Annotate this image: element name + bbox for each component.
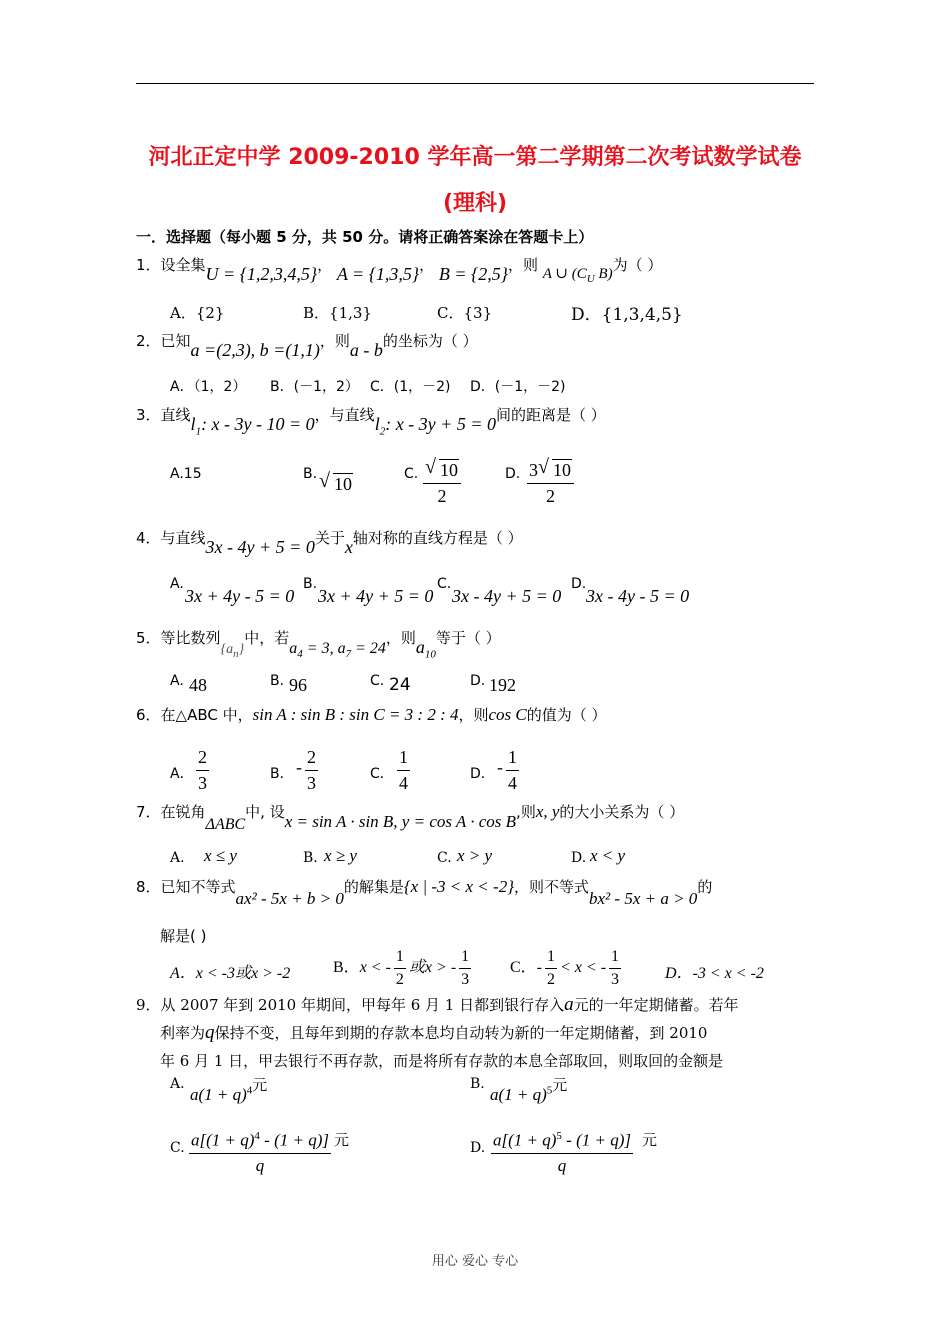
q2-stem-a: 2．已知 — [136, 332, 191, 350]
question-3-stem — [136, 404, 606, 438]
q4-option-a: 3x + 4y - 5 = 0 — [185, 586, 295, 606]
q6-stem-b: ，则 — [458, 706, 489, 724]
q5-stem-a: 5．等比数列 — [136, 629, 221, 647]
q1-set-b: B = {2,5} — [438, 264, 508, 284]
q1-option-b: B．{1,3} — [303, 304, 372, 322]
q2-expr: a - b — [349, 340, 383, 360]
q7-xy: x, y — [535, 802, 560, 821]
q7-stem-b: 中, 设 — [245, 803, 285, 821]
q1-set-u: U = {1,2,3,4,5} — [205, 264, 318, 284]
q3-option-d: 3 √ 10 2 — [524, 460, 577, 507]
q9-label-b: B. — [470, 1076, 485, 1092]
q5-answer-blank: 等于（ ） — [435, 629, 501, 647]
q2-vectors: a =(2,3), b =(1,1) — [190, 340, 320, 360]
page-title: 河北正定中学 2009-2010 学年高一第二学期第二次考试数学试卷 — [148, 145, 802, 170]
q3-option-c: √ 10 2 — [420, 460, 464, 507]
q8-option-d: D．-3 < x < -2 — [665, 965, 764, 982]
q7-label-a: A. — [170, 850, 185, 866]
q9-a: a — [564, 994, 574, 1015]
q7-definition: x = sin A · sin B, y = cos A · cos B — [284, 812, 517, 831]
q8-stem-a: 8．已知不等式 — [136, 878, 236, 896]
q5-option-c: 24 — [389, 675, 411, 695]
q1-sep: ， — [317, 256, 333, 274]
q8-option-c: C．- $\frac{1}{2}$ < x < - $\frac{1}{3}$ — [510, 948, 620, 988]
q8-option-a: A．x < -3或x > -2 — [170, 965, 291, 982]
question-4-stem — [136, 527, 523, 557]
q7-option-d: x < y — [590, 846, 626, 865]
q1-expr: A ∪ ($C_U$ B) — [542, 266, 613, 285]
q7-label-c: C. — [437, 850, 452, 866]
q4-label-b: B. — [303, 576, 318, 592]
q1-stem-a: 1．设全集 — [136, 256, 206, 274]
q3-line1: $l_1$: x - 3y - 10 = 0 — [190, 414, 315, 438]
q6-option-b: - $\frac{2}{3}$ — [296, 747, 316, 793]
q6-label-b: B． — [270, 766, 294, 782]
q6-ratio: sin A : sin B : sin C = 3 : 2 : 4 — [252, 705, 459, 724]
header-rule — [136, 83, 814, 84]
page-subtitle: (理科) — [442, 191, 508, 216]
q4-x: x — [344, 537, 353, 557]
q6-label-c: C． — [370, 766, 394, 782]
q7-label-d: D. — [571, 850, 587, 866]
q2-option-d: D．(－1，－2) — [470, 379, 566, 395]
q4-equation: 3x - 4y + 5 = 0 — [205, 537, 315, 557]
q7-stem-a: 7．在锐角 — [136, 803, 206, 821]
q6-label-d: D． — [470, 766, 495, 782]
q3-option-d-label: D. — [505, 466, 521, 482]
q6-option-c: $\frac{1}{4}$ — [399, 747, 408, 793]
q8-inequality-2: bx² - 5x + a > 0 — [589, 889, 698, 908]
q4-stem-c: 轴对称的直线方程是（ ） — [352, 529, 523, 547]
q3-stem-b: ，与直线 — [314, 406, 375, 424]
q1-option-c: C．{3} — [437, 304, 493, 322]
q1-then: ，则 — [507, 256, 538, 274]
q5-option-b: 96 — [289, 675, 307, 695]
q6-option-d: - $\frac{1}{4}$ — [497, 747, 517, 793]
question-2-stem — [136, 330, 478, 360]
q2-option-b: B．(－1，2） — [270, 379, 359, 395]
q7-option-a: x ≤ y — [204, 846, 237, 865]
q9-option-b: $a(1 + q)^5$元 — [490, 1078, 568, 1104]
q4-option-c: 3x - 4y + 5 = 0 — [452, 586, 562, 606]
q9-label-c: C. — [170, 1140, 185, 1156]
q5-option-d: 192 — [489, 675, 516, 695]
q5-sequence: $\{a_n\}$ — [220, 642, 245, 660]
q9-q: q — [205, 1022, 215, 1043]
q2-option-c: C．(1，－2) — [370, 379, 451, 395]
question-8-stem — [136, 876, 713, 908]
q4-option-b: 3x + 4y + 5 = 0 — [318, 586, 434, 606]
q5-label-c: C. — [370, 673, 385, 689]
q5-stem-c: ，则 — [385, 629, 416, 647]
q1-option-a: A．{2} — [170, 304, 225, 322]
q7-triangle: ΔABC — [205, 816, 246, 833]
q6-label-a: A． — [170, 766, 194, 782]
q9-label-a: A. — [170, 1076, 185, 1092]
q9-option-c: $\frac{a[(1 + q)^4 - (1 + q)]}{q}$ 元 — [191, 1130, 350, 1175]
question-9-line-3: 年 6 月 1 日，甲去银行不再存款，而是将所有存款的本息全部取回，则取回的金额是 — [160, 1052, 724, 1070]
q7-label-b: B. — [303, 850, 318, 866]
q7-stem-c: ,则 — [516, 803, 536, 821]
q5-condition: $a_4 = 3$, $a_7 = 24$ — [289, 640, 386, 661]
q2-option-a: A．（1，2） — [170, 379, 247, 395]
q8-option-b: B．x < - $\frac{1}{2}$ 或x > - $\frac{1}{3}$ — [333, 948, 470, 988]
question-6-stem — [136, 704, 607, 725]
q4-label-d: D. — [571, 576, 587, 592]
q8-stem-d: 的 — [697, 878, 713, 896]
q8-stem-b: 的解集是 — [343, 878, 404, 896]
q5-label-d: D. — [470, 673, 486, 689]
q9-option-d: $\frac{a[(1 + q)^5 - (1 + q)]}{q}$ 元 — [493, 1130, 658, 1175]
q2-then: ，则 — [319, 332, 350, 350]
q7-answer-blank: 的大小关系为（ ） — [559, 803, 685, 821]
q3-line2: $l_2$: x - 3y + 5 = 0 — [374, 414, 496, 438]
question-9-line-2: 利率为q保持不变，且每年到期的存款本息均自动转为新的一年定期储蓄，到 2010 — [160, 1022, 708, 1043]
q6-cos-c: cos C — [488, 705, 527, 724]
question-5-stem — [136, 627, 501, 661]
q2-answer-blank: 的坐标为（ ） — [382, 332, 478, 350]
q3-option-a: A.15 — [170, 466, 202, 482]
question-1-stem — [136, 254, 663, 285]
question-9-line-1: 9．从 2007 年到 2010 年期间，甲每年 6 月 1 日都到银行存入a元的一年定期储蓄。若年 — [136, 994, 739, 1015]
q5-label-b: B. — [270, 673, 285, 689]
q6-answer-blank: 的值为（ ） — [526, 706, 607, 724]
q1-sep2: ， — [419, 256, 435, 274]
q8-stem-line2: 解是( ) — [160, 927, 207, 945]
q8-solution-set: {x | -3 < x < -2} — [403, 877, 514, 896]
q4-stem-b: 关于 — [314, 529, 345, 547]
q8-inequality-1: ax² - 5x + b > 0 — [235, 889, 344, 908]
q3-stem-c: 间的距离是（ ） — [495, 406, 606, 424]
q6-option-a: $\frac{2}{3}$ — [198, 747, 207, 793]
q8-stem-c: ，则不等式 — [514, 878, 590, 896]
q7-option-c: x > y — [457, 846, 493, 865]
q9-option-a: $a(1 + q)^4$元 — [190, 1078, 268, 1104]
q5-option-a: 48 — [189, 675, 207, 695]
q5-target: $a_{10}$ — [415, 637, 436, 661]
q5-stem-b: 中，若 — [244, 629, 290, 647]
q7-option-b: x ≥ y — [324, 846, 357, 865]
q3-option-b-label: B. — [303, 466, 318, 482]
q3-option-c-label: C. — [404, 466, 419, 482]
q4-option-d: 3x - 4y - 5 = 0 — [586, 586, 690, 606]
q5-label-a: A. — [170, 673, 184, 689]
q1-answer-blank: 为（ ） — [612, 256, 663, 274]
q4-stem-a: 4．与直线 — [136, 529, 206, 547]
q1-set-a: A = {1,3,5} — [336, 264, 420, 284]
section-heading: 一．选择题（每小题 5 分，共 50 分。请将正确答案涂在答题卡上） — [136, 228, 594, 246]
q4-label-a: A. — [170, 576, 184, 592]
q6-stem-a: 6．在△ABC 中， — [136, 706, 253, 724]
q3-stem-a: 3．直线 — [136, 406, 191, 424]
page-footer: 用心 爱心 专心 — [431, 1254, 519, 1269]
q4-label-c: C. — [437, 576, 452, 592]
question-7-stem — [136, 801, 685, 833]
q1-option-d: D．{1,3,4,5} — [571, 305, 683, 325]
q3-option-b: √ 10 — [319, 470, 352, 494]
q9-label-d: D. — [470, 1140, 486, 1156]
